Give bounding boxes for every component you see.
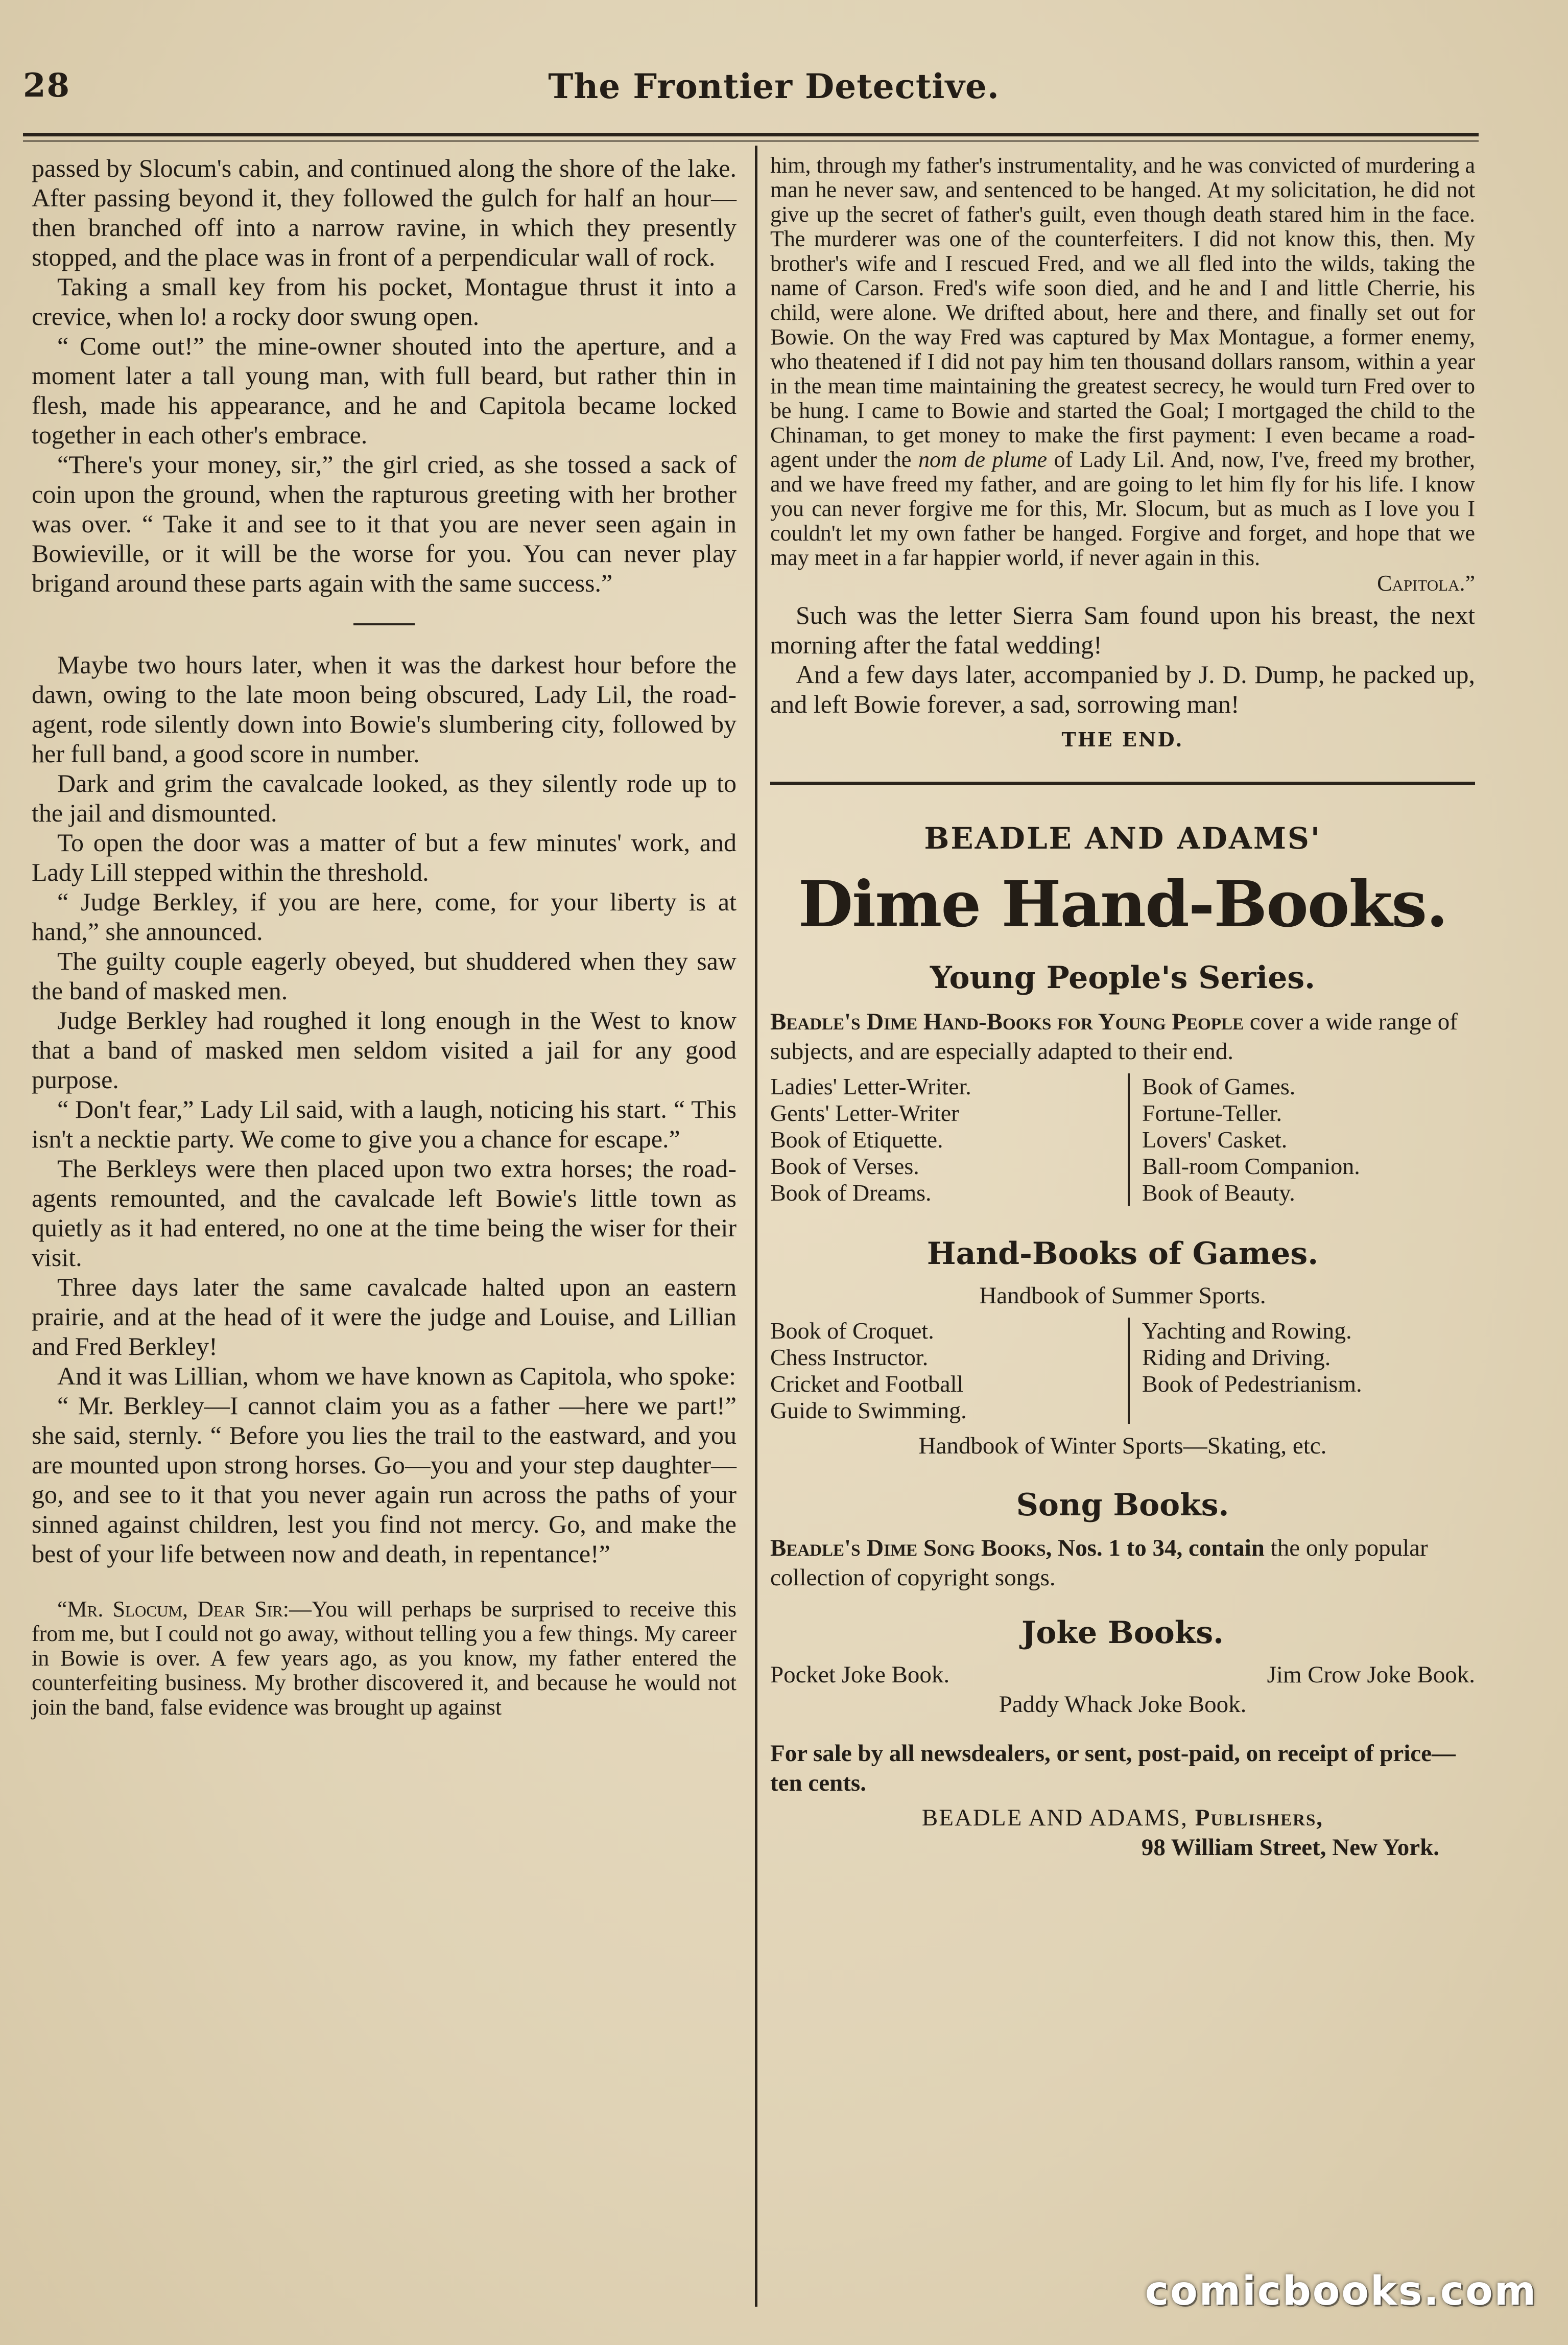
ad-list-item: Book of Beauty. <box>1142 1180 1295 1206</box>
ad-games-top-line: Handbook of Summer Sports. <box>979 1282 1266 1309</box>
right-column <box>770 153 1475 1862</box>
ad-list-item: Chess Instructor. <box>770 1344 929 1370</box>
story-paragraph: “ Judge Berkley, if you are here, come, for your liberty is at hand,” she announced. <box>32 887 737 946</box>
ad-young-people-intro <box>770 1007 1475 1066</box>
ad-list-item: Book of Pedestrianism. <box>1142 1371 1362 1397</box>
ad-list-left <box>770 1073 1128 1206</box>
ad-section-heading: Young People's Series. <box>930 960 1316 996</box>
page-number: 28 <box>23 66 71 105</box>
story-paragraph: Dark and grim the cavalcade looked, as they silently rode up to the jail and dismounted. <box>32 769 737 827</box>
ad-young-people-list <box>770 1073 1475 1206</box>
story-paragraph: Maybe two hours later, when it was the darkest hour before the dawn, owing to the late moon being obscured, Lady Lil, the road-agent, rode silently down into Bowie's slumbering city, followed by her full band, a good score in number. <box>32 650 737 768</box>
ad-address: 98 William Street, New York. <box>1141 1834 1439 1861</box>
letter-opening <box>32 1597 737 1720</box>
left-column <box>32 153 737 1720</box>
site-watermark: comicbooks.com <box>1145 2268 1537 2314</box>
ad-list-item: Ball-room Companion. <box>1142 1153 1360 1179</box>
story-paragraph: And a few days later, accompanied by J. D. Dump, he packed up, and left Bowie forever, a sad, sorrowing man! <box>770 660 1475 718</box>
ad-section-heading: Joke Books. <box>1021 1615 1224 1651</box>
letter-text: of Lady Lil. And, now, I've, freed my brother, and we have freed my father, and are going to let him fly for his life. I know you can never forgive me for this, Mr. Slocum, but as much as I love you I couldn't let my own father be hanged. Forgive and forget, and hope that we may meet in a far happier world, if never again in this. <box>770 447 1476 570</box>
ad-list-item: Book of Etiquette. <box>770 1127 943 1153</box>
ad-list-item: Cricket and Football <box>770 1371 964 1397</box>
advertisement-rule <box>770 782 1475 785</box>
letter-continued <box>770 153 1475 570</box>
ad-list-item: Riding and Driving. <box>1142 1344 1331 1370</box>
letter-signature-line <box>770 570 1475 596</box>
ad-series-name: Beadle's Dime Hand-Books for Young People <box>770 1009 1244 1035</box>
ad-list-item: Book of Games. <box>1142 1073 1296 1099</box>
ad-list-item: Gents' Letter-Writer <box>770 1100 959 1126</box>
ad-list-item: Book of Verses. <box>770 1153 919 1179</box>
ad-songs-description: the only popular collection of copyright songs. <box>770 1535 1428 1591</box>
story-paragraph: And it was Lillian, whom we have known as Capitola, who spoke: <box>57 1362 736 1390</box>
ad-section-heading: Hand-Books of Games. <box>926 1236 1319 1272</box>
ad-publisher-role: Publishers, <box>1195 1804 1324 1831</box>
ad-jokes-row <box>770 1660 1475 1690</box>
ad-list-left <box>770 1318 1128 1424</box>
header-rule <box>23 133 1479 136</box>
ad-songs-numbers: Nos. 1 to 34, contain <box>1058 1535 1265 1561</box>
ad-sale-line: For sale by all newsdealers, or sent, post-paid, on receipt of price—ten cents. <box>770 1740 1456 1796</box>
ad-publisher-name: BEADLE AND ADAMS, <box>921 1804 1188 1831</box>
ad-main-title: Dime Hand-Books. <box>798 867 1447 942</box>
ad-section-heading: Song Books. <box>1016 1487 1229 1523</box>
running-title: The Frontier Detective. <box>548 66 1000 106</box>
story-paragraph: Judge Berkley had roughed it long enough in the West to know that a band of masked men seldom visited a jail for any good purpose. <box>32 1006 737 1094</box>
ad-list-item: Paddy Whack Joke Book. <box>999 1691 1247 1718</box>
ad-list-item: Lovers' Casket. <box>1142 1127 1288 1153</box>
story-paragraph: Taking a small key from his pocket, Montague thrust it into a crevice, when lo! a rocky door swung open. <box>32 272 737 331</box>
story-paragraph: “ Come out!” the mine-owner shouted into the aperture, and a moment later a tall young man, with full beard, but rather thin in flesh, made his appearance, and he and Capitola became locked together in each other's embrace. <box>32 332 737 449</box>
ad-games-list <box>770 1318 1475 1424</box>
story-paragraph: “ Don't fear,” Lady Lil said, with a laugh, noticing his start. “ This isn't a necktie party. We come to give you a chance for escape.” <box>32 1095 737 1153</box>
advertisement <box>770 821 1475 1862</box>
ad-list-item: Ladies' Letter-Writer. <box>770 1073 971 1099</box>
ad-games-bottom-line: Handbook of Winter Sports—Skating, etc. <box>918 1433 1327 1459</box>
ad-list-item: Guide to Swimming. <box>770 1397 967 1423</box>
header-rule-thin <box>23 140 1479 142</box>
story-paragraph: “There's your money, sir,” the girl cried, as she tossed a sack of coin upon the ground, when the rapturous greeting with her brother was over. “ Take it and see to it that you are never seen again in Bowieville, or it will be the worse for you. You can never play brigand around these parts again with the same success.” <box>32 450 737 597</box>
ad-publisher-line <box>770 1803 1475 1833</box>
ad-list-item: Book of Croquet. <box>770 1318 934 1344</box>
letter-italic-phrase: nom de plume <box>918 447 1048 472</box>
ad-list-item: Fortune-Teller. <box>1142 1100 1282 1126</box>
column-divider <box>755 146 757 2307</box>
ad-list-item: Book of Dreams. <box>770 1180 932 1206</box>
story-paragraph: passed by Slocum's cabin, and continued along the shore of the lake. After passing beyond it, they followed the gulch for half an hour—then branched off into a narrow ravine, in which they presently stopped, and the place was in front of a perpendicular wall of rock. <box>32 154 737 271</box>
letter-signature: Capitola.” <box>1377 571 1475 596</box>
the-end-label: THE END. <box>1061 728 1184 751</box>
story-paragraph: The Berkleys were then placed upon two extra horses; the road-agents remounted, and the cavalcade left Bowie's little town as quietly as it had entered, no one at the time being the wiser for their visit. <box>32 1154 737 1272</box>
letter-salutation: “Mr. Slocum, Dear Sir: <box>57 1597 289 1622</box>
story-paragraph: To open the door was a matter of but a few minutes' work, and Lady Lill stepped within the threshold. <box>32 828 737 886</box>
ad-intro-text: cover a wide range of subjects, and are especially adapted to their end. <box>770 1009 1458 1065</box>
ad-list-item: Pocket Joke Book. <box>770 1661 950 1688</box>
ad-list-item: Jim Crow Joke Book. <box>1267 1661 1475 1688</box>
letter-text: —You will perhaps be surprised to receive this from me, but I could not go away, without telling you a few things. My career in Bowie is over. A few years ago, as you know, my father entered the counterfeiting business. My brother discovered it, and because he would not join the band, false evidence was brought up against <box>32 1597 737 1720</box>
page-header <box>23 61 1525 112</box>
story-paragraph: Such was the letter Sierra Sam found upon his breast, the next morning after the fatal wedding! <box>770 601 1475 659</box>
story-paragraph: “ Mr. Berkley—I cannot claim you as a father —here we part!” she said, sternly. “ Before you lies the trail to the eastward, and you are mounted upon strong horses. Go—you and your step daughter—go, and see to it that you never again run across the paths of your sinned against children, lest you find not mercy. Go, and make the best of your life between now and death, in repentance!” <box>32 1391 737 1568</box>
ad-songs-text <box>770 1533 1475 1592</box>
ad-publisher-heading: BEADLE AND ADAMS' <box>924 821 1321 856</box>
story-paragraph: The guilty couple eagerly obeyed, but shuddered when they saw the band of masked men. <box>32 947 737 1005</box>
ad-list-right <box>1128 1318 1362 1424</box>
ad-list-item: Yachting and Rowing. <box>1142 1318 1352 1344</box>
scene-break-rule <box>353 623 415 625</box>
letter-text: him, through my father's instrumentality, and he was convicted of murdering a man he never saw, and sentenced to be hanged. At my solicitation, he did not give up the secret of father's guilt, even though death stared him in the face. The murderer was one of the counterfeiters. I did not know this, then. My brother's wife and I rescued Fred, and we all fled into the wilds, taking the name of Carson. Fred's wife soon died, and he and I and little Cherrie, his child, were alone. We drifted about, here and there, and finally set out for Bowie. On the way Fred was captured by Max Montague, a former enemy, who theatened if I did not pay him ten thousand dollars ransom, within a year in the mean time maintaining the greatest secrecy, he would turn Fred over to be hung. I came to Bowie and started the Goal; I mortgaged the child to the Chinaman, to get money to make the first payment: I even became a road-agent under the <box>770 153 1475 472</box>
ad-list-right <box>1128 1073 1360 1206</box>
ad-songs-series: Beadle's Dime Song Books, <box>770 1535 1052 1561</box>
story-paragraph: Three days later the same cavalcade halted upon an eastern prairie, and at the head of it were the judge and Louise, and Lillian and Fred Berkley! <box>32 1273 737 1361</box>
